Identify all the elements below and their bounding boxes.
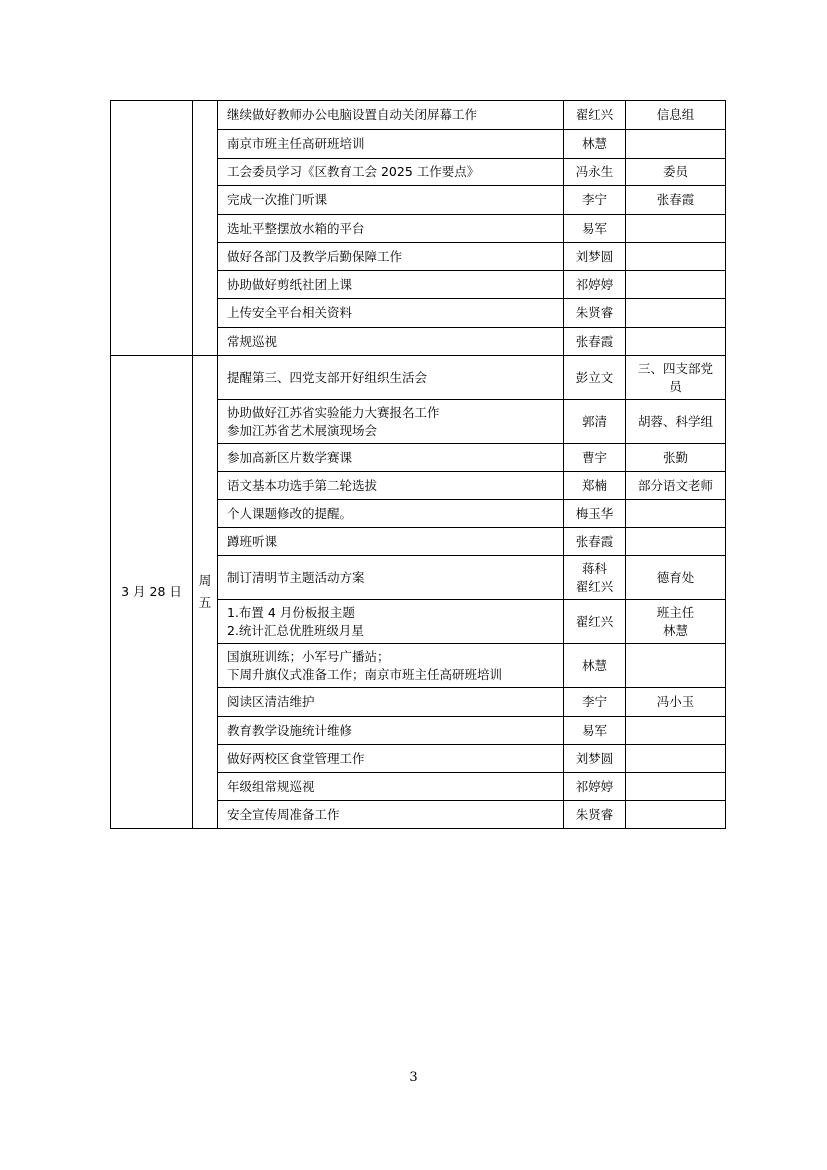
task-cell bbox=[218, 271, 564, 299]
collaborator-cell bbox=[626, 243, 726, 271]
person-cell bbox=[564, 472, 626, 500]
cell-line: 翟红兴 bbox=[575, 613, 614, 629]
person-cell bbox=[564, 159, 626, 186]
person-cell bbox=[564, 773, 626, 801]
person-cell bbox=[564, 271, 626, 299]
person-cell bbox=[564, 130, 626, 159]
cell-line: 曹宇 bbox=[581, 449, 607, 465]
task-cell bbox=[218, 472, 564, 500]
cell-line: 德育处 bbox=[656, 569, 695, 585]
cell-line: 员 bbox=[669, 378, 682, 394]
task-cell bbox=[218, 186, 564, 215]
collaborator-cell bbox=[626, 130, 726, 159]
collaborator-cell bbox=[626, 528, 726, 556]
cell-line: 做好两校区食堂管理工作 bbox=[227, 750, 365, 766]
task-cell bbox=[218, 688, 564, 717]
person-cell bbox=[564, 101, 626, 130]
cell-line: 参加江苏省艺术展演现场会 bbox=[227, 422, 378, 438]
task-cell bbox=[218, 215, 564, 243]
cell-line: 翟红兴 bbox=[575, 578, 614, 594]
cell-line: 年级组常规巡视 bbox=[227, 778, 315, 794]
cell-line: 刘梦圆 bbox=[575, 750, 614, 766]
person-cell bbox=[564, 688, 626, 717]
cell-line: 协助做好剪纸社团上课 bbox=[227, 276, 353, 292]
collaborator-cell bbox=[626, 745, 726, 773]
cell-line: 国旗班训练；小军号广播站； bbox=[227, 648, 390, 664]
cell-line: 朱贤睿 bbox=[575, 305, 614, 320]
person-cell bbox=[564, 299, 626, 328]
cell-line: 李宁 bbox=[581, 694, 607, 709]
task-cell bbox=[218, 500, 564, 528]
collaborator-cell bbox=[626, 299, 726, 328]
page-number: 3 bbox=[409, 1070, 418, 1085]
task-cell bbox=[218, 444, 564, 472]
cell-line: 李宁 bbox=[581, 192, 607, 207]
cell-line: 委员 bbox=[662, 164, 688, 179]
cell-line: 安全宣传周准备工作 bbox=[227, 806, 340, 822]
person-cell bbox=[564, 186, 626, 215]
cell-line: 提醒第三、四党支部开好组织生活会 bbox=[227, 369, 428, 385]
task-cell bbox=[218, 400, 564, 444]
task-cell bbox=[218, 717, 564, 745]
collaborator-cell bbox=[626, 644, 726, 688]
cell-line: 祁婷婷 bbox=[575, 276, 614, 292]
collaborator-cell bbox=[626, 186, 726, 215]
person-cell bbox=[564, 400, 626, 444]
person-cell bbox=[564, 215, 626, 243]
collaborator-cell bbox=[626, 444, 726, 472]
collaborator-cell bbox=[626, 773, 726, 801]
cell-line: 张春霞 bbox=[575, 333, 614, 349]
table-row bbox=[111, 101, 726, 130]
collaborator-cell bbox=[626, 500, 726, 528]
cell-line: 翟红兴 bbox=[575, 107, 614, 122]
person-cell bbox=[564, 328, 626, 356]
person-cell bbox=[564, 356, 626, 400]
cell-line: 协助做好江苏省实验能力大赛报名工作 bbox=[227, 404, 440, 420]
cell-line: 冯小玉 bbox=[656, 694, 695, 709]
cell-line: 部分语文老师 bbox=[637, 477, 713, 493]
cell-line: 张春霞 bbox=[575, 533, 614, 549]
person-cell bbox=[564, 801, 626, 829]
task-cell bbox=[218, 556, 564, 600]
collaborator-cell bbox=[626, 328, 726, 356]
cell-line: 刘梦圆 bbox=[575, 248, 614, 264]
task-cell bbox=[218, 243, 564, 271]
cell-line: 张勤 bbox=[662, 449, 688, 465]
cell-line: 教育教学设施统计维修 bbox=[227, 722, 353, 738]
schedule-table bbox=[110, 100, 726, 829]
cell-line: 南京市班主任高研班培训 bbox=[227, 136, 365, 151]
collaborator-cell bbox=[626, 215, 726, 243]
collaborator-cell bbox=[626, 159, 726, 186]
person-cell bbox=[564, 717, 626, 745]
cell-line: 祁婷婷 bbox=[575, 778, 614, 794]
cell-line: 1.布置 4 月份板报主题 bbox=[227, 604, 355, 620]
cell-line: 郭清 bbox=[581, 413, 607, 429]
task-cell bbox=[218, 130, 564, 159]
cell-line: 林慧 bbox=[581, 657, 607, 673]
cell-line: 工会委员学习《区教育工会 2025 工作要点》 bbox=[227, 164, 480, 179]
cell-line: 彭立文 bbox=[575, 369, 614, 385]
task-cell bbox=[218, 745, 564, 773]
cell-line: 梅玉华 bbox=[575, 505, 614, 521]
date-cell bbox=[111, 101, 193, 356]
weekday-cell bbox=[193, 101, 218, 356]
cell-line: 蒋科 bbox=[581, 560, 607, 576]
cell-line: 信息组 bbox=[656, 107, 695, 122]
cell-line: 胡蓉、科学组 bbox=[637, 413, 713, 429]
cell-line: 参加高新区片数学赛课 bbox=[227, 449, 353, 465]
cell-line: 林慧 bbox=[662, 622, 688, 638]
cell-line: 制订清明节主题活动方案 bbox=[227, 569, 365, 585]
task-cell bbox=[218, 328, 564, 356]
cell-line: 易军 bbox=[581, 220, 607, 236]
cell-line: 常规巡视 bbox=[227, 333, 278, 349]
cell-line: 上传安全平台相关资料 bbox=[227, 305, 353, 320]
task-cell bbox=[218, 600, 564, 644]
table-row bbox=[111, 356, 726, 400]
weekday-char: 五 bbox=[198, 595, 212, 610]
cell-line: 班主任 bbox=[656, 604, 695, 620]
cell-line: 个人课题修改的提醒。 bbox=[227, 505, 353, 521]
cell-line: 做好各部门及教学后勤保障工作 bbox=[227, 248, 403, 264]
cell-line: 三、四支部党 bbox=[637, 360, 713, 376]
person-cell bbox=[564, 528, 626, 556]
collaborator-cell bbox=[626, 101, 726, 130]
task-cell bbox=[218, 159, 564, 186]
collaborator-cell bbox=[626, 556, 726, 600]
collaborator-cell bbox=[626, 400, 726, 444]
person-cell bbox=[564, 444, 626, 472]
task-cell bbox=[218, 773, 564, 801]
task-cell bbox=[218, 356, 564, 400]
date-cell: 3 月 28 日 bbox=[111, 356, 193, 829]
cell-line: 选址平整摆放水箱的平台 bbox=[227, 220, 365, 236]
task-cell bbox=[218, 101, 564, 130]
collaborator-cell bbox=[626, 600, 726, 644]
task-cell bbox=[218, 528, 564, 556]
cell-line: 郑楠 bbox=[581, 477, 607, 493]
cell-line: 继续做好教师办公电脑设置自动关闭屏幕工作 bbox=[227, 107, 478, 122]
person-cell bbox=[564, 644, 626, 688]
cell-line: 下周升旗仪式准备工作；南京市班主任高研班培训 bbox=[227, 666, 503, 682]
weekday-cell bbox=[193, 356, 218, 829]
task-cell bbox=[218, 299, 564, 328]
person-cell bbox=[564, 556, 626, 600]
weekday-char: 周 bbox=[198, 573, 212, 588]
collaborator-cell bbox=[626, 356, 726, 400]
cell-line: 完成一次推门听课 bbox=[227, 192, 328, 207]
collaborator-cell bbox=[626, 271, 726, 299]
cell-line: 林慧 bbox=[581, 136, 607, 151]
cell-line: 易军 bbox=[581, 722, 607, 738]
collaborator-cell bbox=[626, 688, 726, 717]
collaborator-cell bbox=[626, 717, 726, 745]
cell-line: 2.统计汇总优胜班级月星 bbox=[227, 622, 364, 638]
cell-line: 冯永生 bbox=[575, 164, 614, 179]
person-cell bbox=[564, 500, 626, 528]
task-cell bbox=[218, 644, 564, 688]
schedule-table-body bbox=[111, 101, 726, 829]
cell-line: 蹲班听课 bbox=[227, 533, 278, 549]
cell-line: 语文基本功选手第二轮选拔 bbox=[227, 477, 378, 493]
person-cell bbox=[564, 745, 626, 773]
collaborator-cell bbox=[626, 801, 726, 829]
task-cell bbox=[218, 801, 564, 829]
cell-line: 朱贤睿 bbox=[575, 806, 614, 822]
collaborator-cell bbox=[626, 472, 726, 500]
cell-line: 阅读区清洁维护 bbox=[227, 694, 315, 709]
person-cell bbox=[564, 243, 626, 271]
cell-line: 张春霞 bbox=[656, 192, 695, 207]
person-cell bbox=[564, 600, 626, 644]
